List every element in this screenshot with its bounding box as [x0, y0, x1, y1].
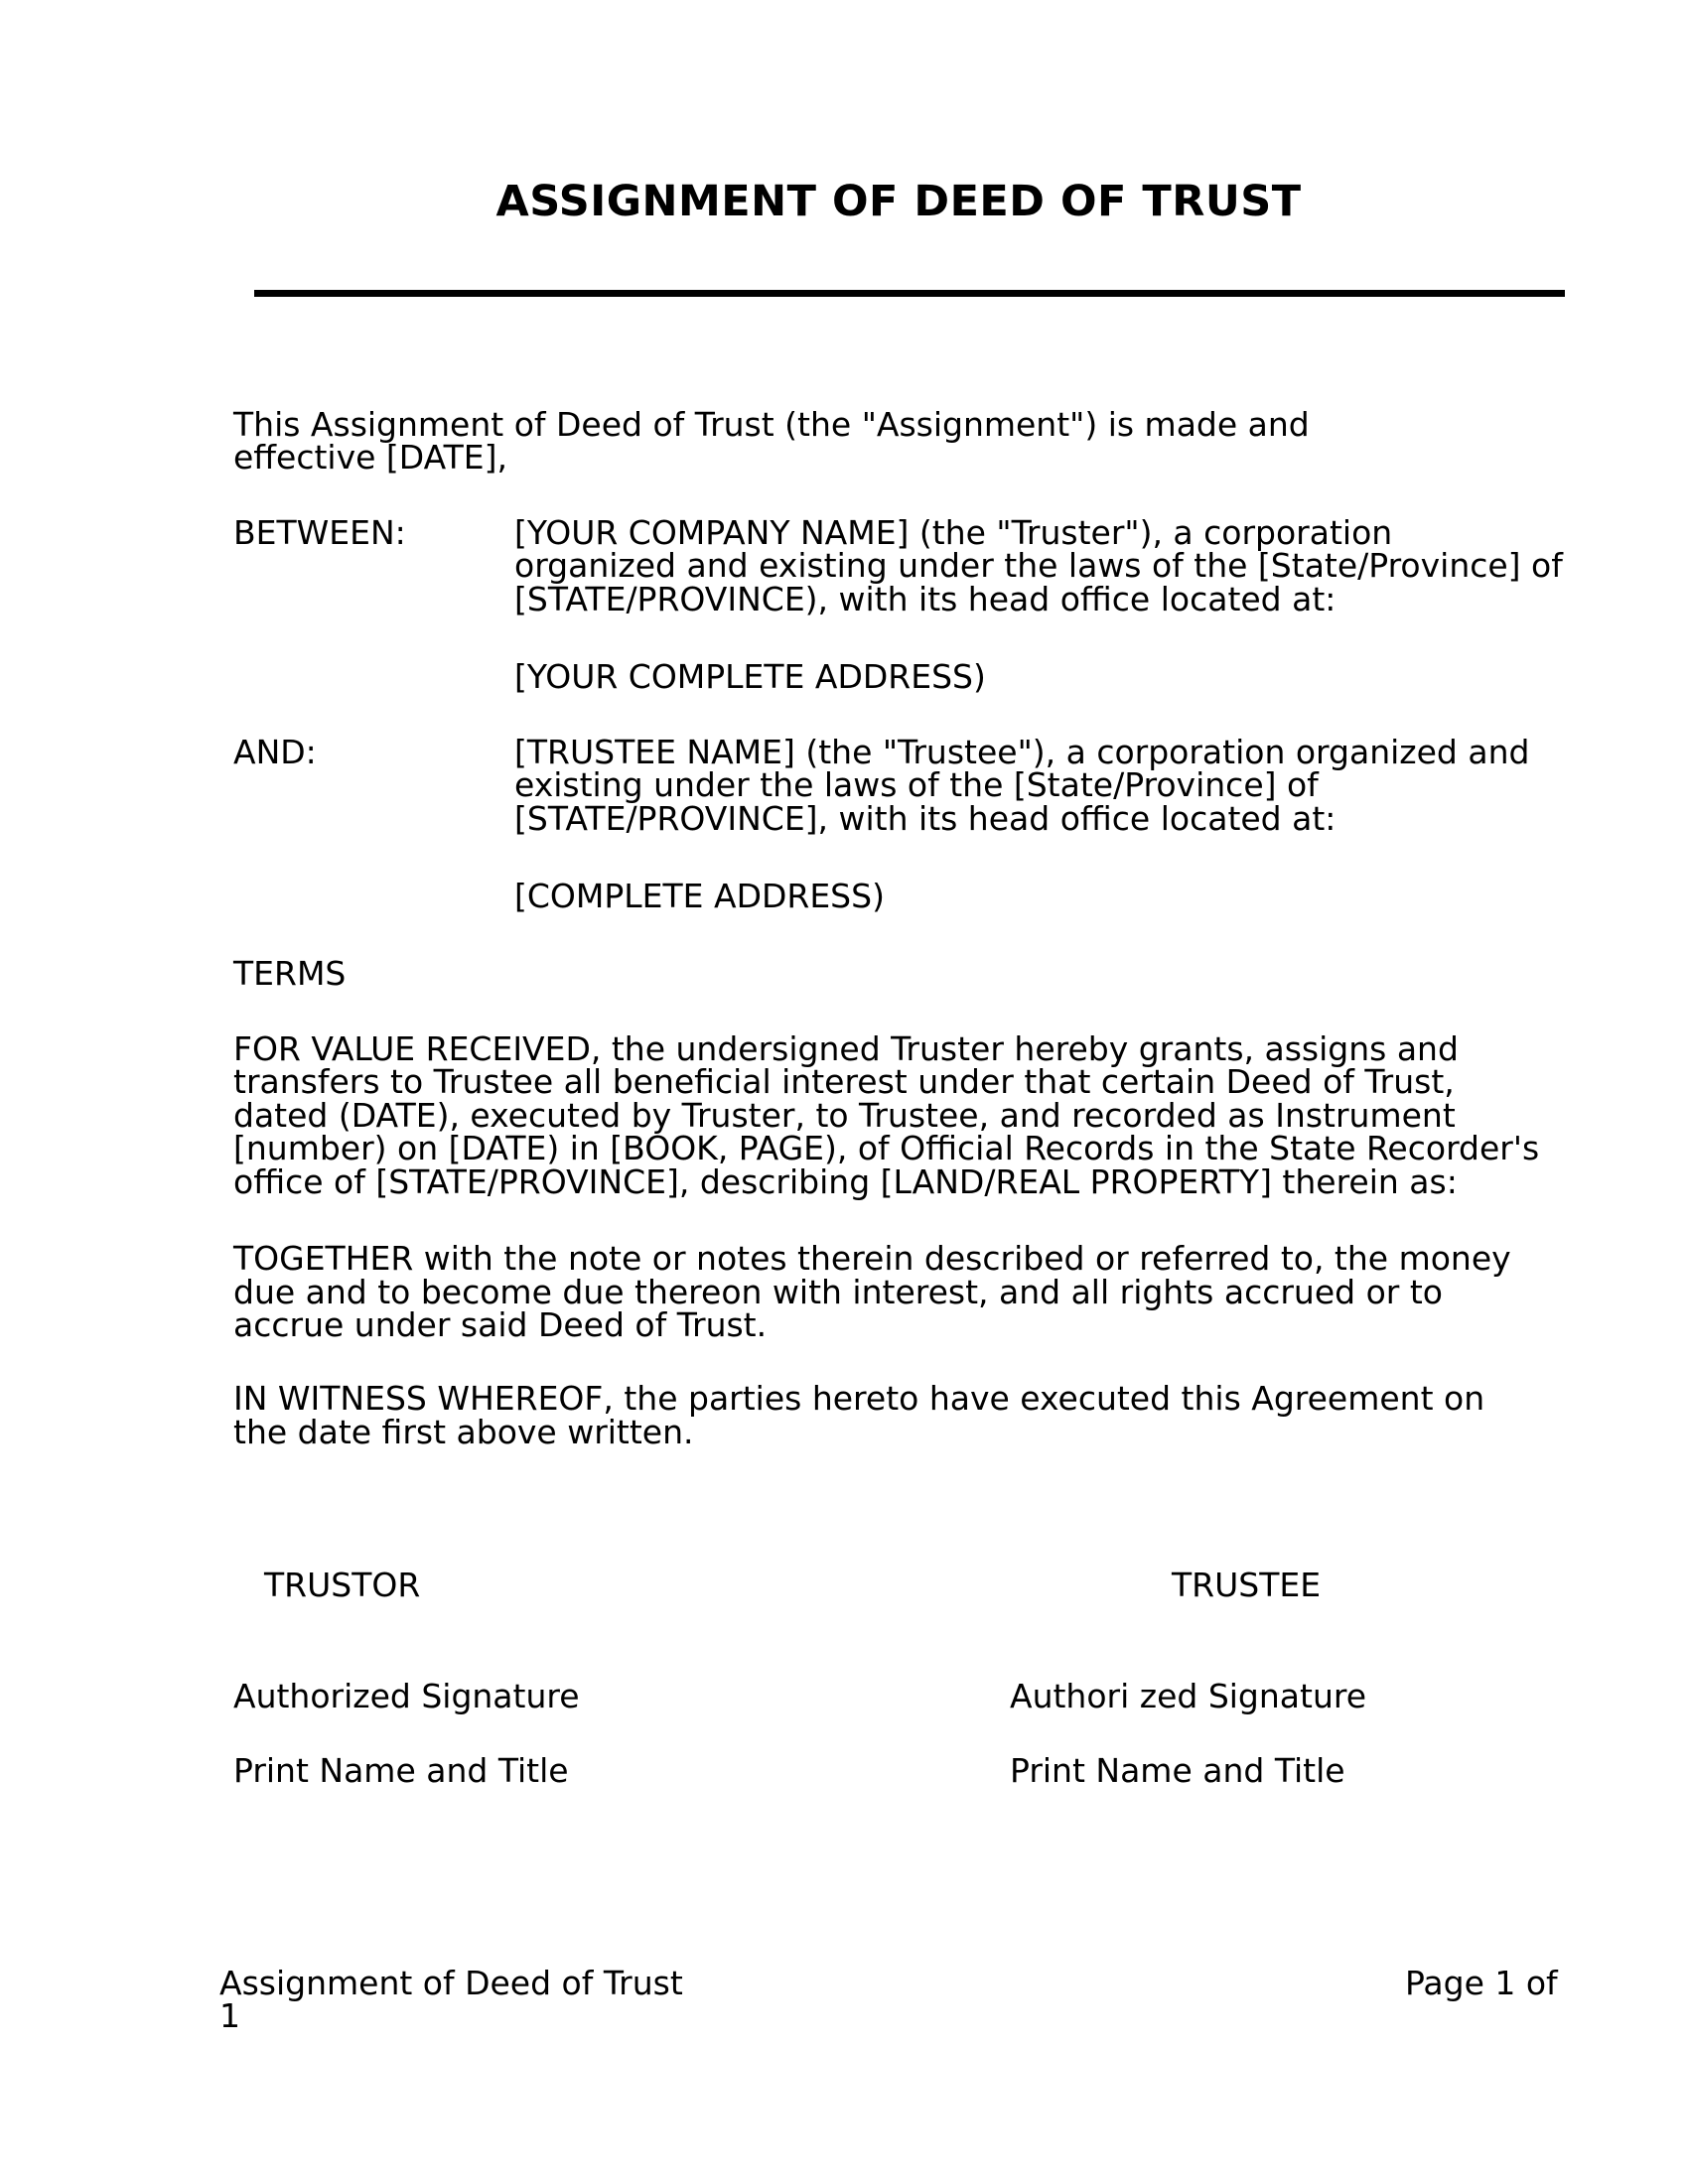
- signature-heading-trustor: TRUSTOR: [264, 1566, 421, 1604]
- paragraph-1-line-3: dated (DATE), executed by Truster, to Trustee, and recorded as Instrument: [233, 1096, 1456, 1135]
- party-label-between: BETWEEN:: [233, 513, 406, 552]
- title-divider: [254, 290, 1565, 297]
- trustee-signature-label: Authori zed Signature: [1010, 1677, 1367, 1715]
- paragraph-3-line-2: the date first above written.: [233, 1413, 694, 1451]
- intro-line-2: effective [DATE],: [233, 438, 508, 477]
- party-1-line-1: [YOUR COMPANY NAME] (the "Truster"), a corporation: [514, 513, 1393, 552]
- signature-heading-trustee: TRUSTEE: [1172, 1566, 1322, 1604]
- paragraph-1-line-1: FOR VALUE RECEIVED, the undersigned Truster hereby grants, assigns and: [233, 1029, 1459, 1068]
- party-2-address: [COMPLETE ADDRESS): [514, 877, 885, 915]
- party-1-line-2: organized and existing under the laws of the [State/Province] of: [514, 546, 1563, 585]
- paragraph-2-line-1: TOGETHER with the note or notes therein described or referred to, the money: [233, 1239, 1511, 1278]
- footer-page-number: Page 1 of: [1405, 1964, 1558, 2002]
- paragraph-2-line-3: accrue under said Deed of Trust.: [233, 1305, 768, 1344]
- intro-line-1: This Assignment of Deed of Trust (the "Assignment") is made and: [233, 405, 1310, 444]
- trustee-name-title-label: Print Name and Title: [1010, 1751, 1345, 1790]
- party-2-line-2: existing under the laws of the [State/Province] of: [514, 765, 1319, 804]
- document-title: ASSIGNMENT OF DEED OF TRUST: [495, 177, 1302, 226]
- trustor-name-title-label: Print Name and Title: [233, 1751, 569, 1790]
- paragraph-1-line-2: transfers to Trustee all beneficial interest under that certain Deed of Trust,: [233, 1062, 1455, 1101]
- footer-document-name: Assignment of Deed of Trust: [219, 1964, 683, 2002]
- party-1-line-3: [STATE/PROVINCE), with its head office located at:: [514, 580, 1336, 618]
- terms-heading: TERMS: [233, 954, 347, 993]
- paragraph-1-line-5: office of [STATE/PROVINCE], describing [LAND/REAL PROPERTY] therein as:: [233, 1162, 1458, 1201]
- trustor-signature-label: Authorized Signature: [233, 1677, 580, 1715]
- paragraph-3-line-1: IN WITNESS WHEREOF, the parties hereto have executed this Agreement on: [233, 1379, 1485, 1418]
- party-label-and: AND:: [233, 733, 317, 771]
- paragraph-2-line-2: due and to become due thereon with interest, and all rights accrued or to: [233, 1273, 1443, 1311]
- paragraph-1-line-4: [number) on [DATE) in [BOOK, PAGE), of Official Records in the State Recorder's: [233, 1129, 1540, 1167]
- party-1-address: [YOUR COMPLETE ADDRESS): [514, 657, 986, 696]
- party-2-line-3: [STATE/PROVINCE], with its head office located at:: [514, 799, 1336, 838]
- footer-page-total: 1: [219, 1996, 240, 2035]
- party-2-line-1: [TRUSTEE NAME] (the "Trustee"), a corporation organized and: [514, 733, 1530, 771]
